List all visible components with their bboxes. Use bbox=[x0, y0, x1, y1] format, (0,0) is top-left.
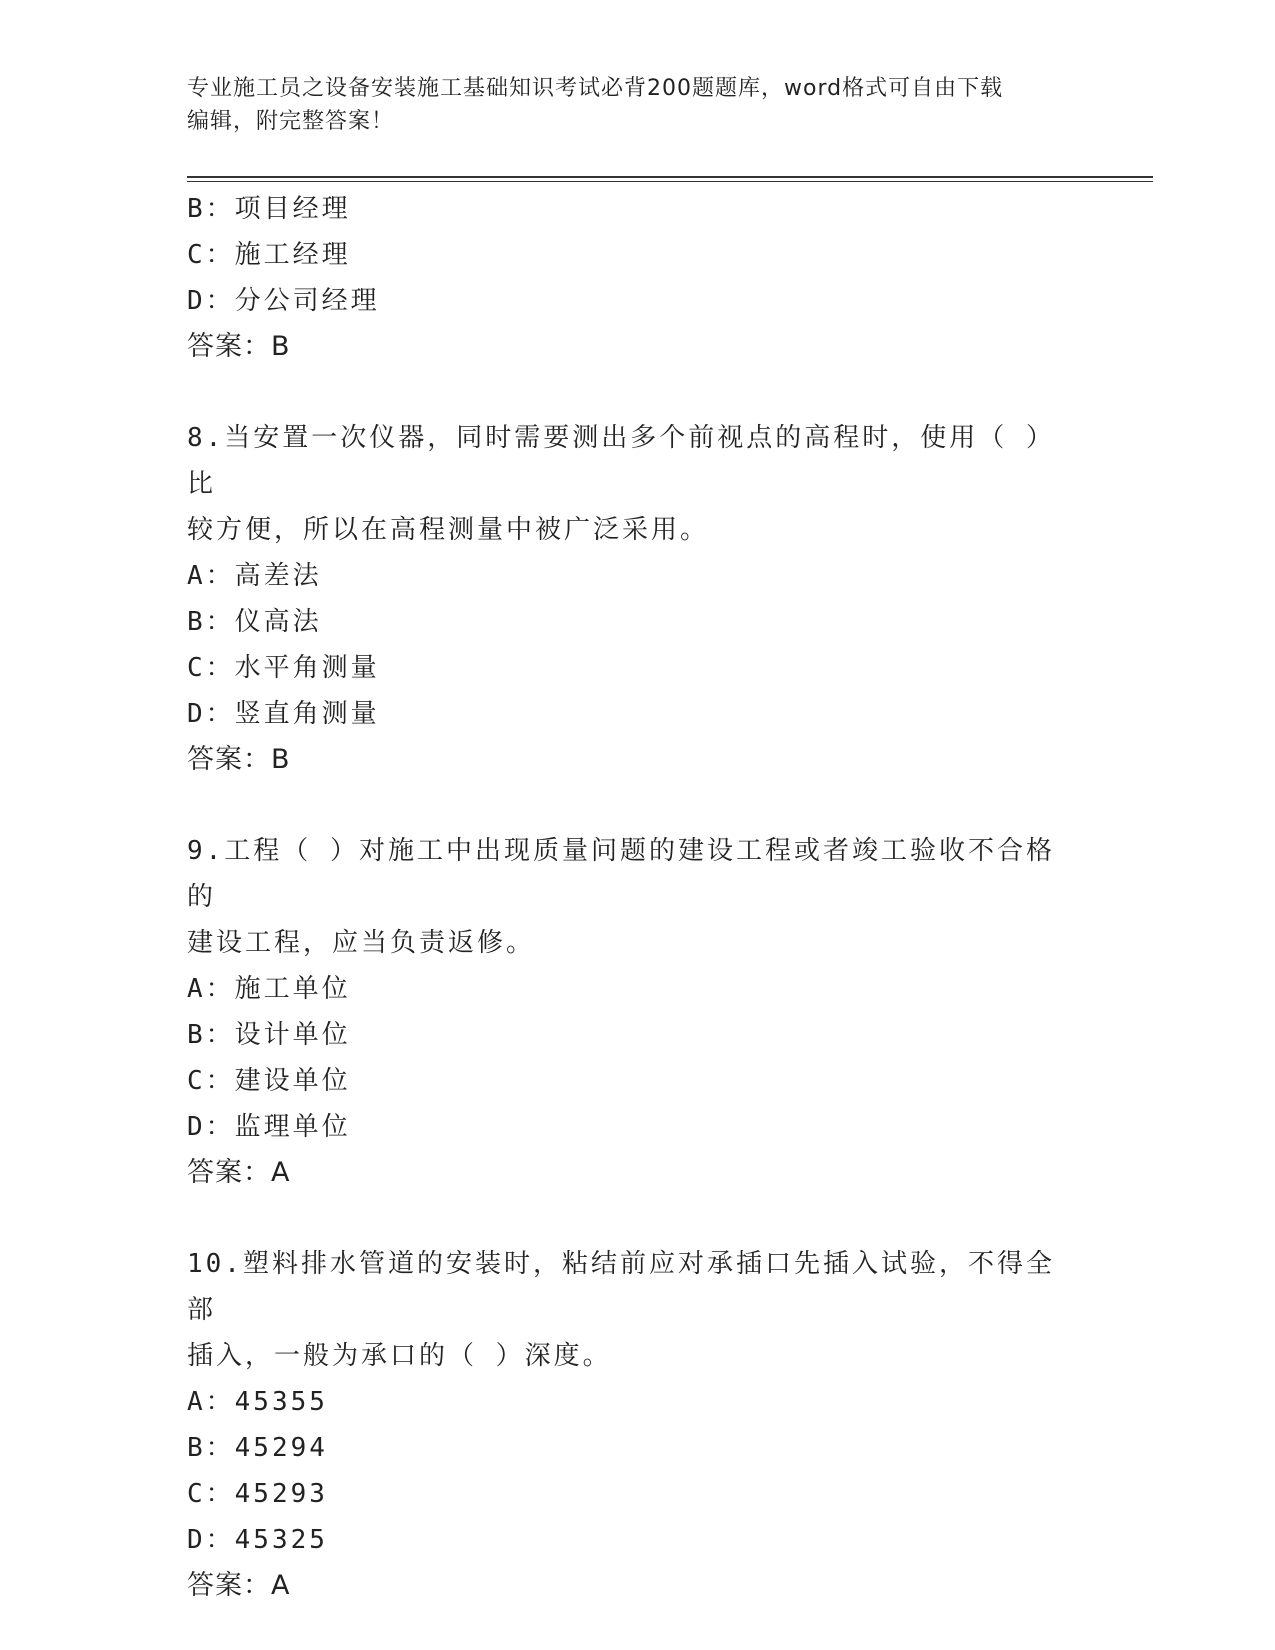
question-8 bbox=[187, 415, 1087, 783]
question-text bbox=[187, 828, 1067, 966]
header-title-line-2: 编辑，附完整答案！ bbox=[187, 109, 395, 134]
answer-line: 答案：B bbox=[187, 331, 291, 362]
option-d: D：45325 bbox=[187, 1525, 328, 1555]
option-c: C：建设单位 bbox=[187, 1066, 351, 1096]
question-text-line-1: 8.当安置一次仪器，同时需要测出多个前视点的高程时，使用（ ）比 bbox=[187, 423, 1055, 499]
answer-line: 答案：A bbox=[187, 1570, 291, 1601]
option-a: A：高差法 bbox=[187, 561, 322, 591]
question-text-line-1: 9.工程（ ）对施工中出现质量问题的建设工程或者竣工验收不合格的 bbox=[187, 836, 1055, 912]
option-d: D：监理单位 bbox=[187, 1112, 351, 1142]
question-10 bbox=[187, 1241, 1087, 1609]
option-b: B：项目经理 bbox=[187, 194, 351, 224]
option-a: A：45355 bbox=[187, 1387, 328, 1417]
question-text-line-2: 插入，一般为承口的（ ）深度。 bbox=[187, 1341, 612, 1371]
option-c: C：水平角测量 bbox=[187, 653, 380, 683]
option-d: D：分公司经理 bbox=[187, 286, 380, 316]
header-title-line-1: 专业施工员之设备安装施工基础知识考试必背200题题库，word格式可自由下载 bbox=[187, 76, 1004, 101]
question-text-line-2: 较方便，所以在高程测量中被广泛采用。 bbox=[187, 515, 710, 545]
question-9 bbox=[187, 828, 1087, 1196]
option-c: C：45293 bbox=[187, 1479, 328, 1509]
header-divider-top bbox=[187, 176, 1153, 178]
header-divider-bottom bbox=[187, 181, 1153, 182]
continued-question bbox=[187, 186, 1087, 370]
answer-line: 答案：B bbox=[187, 744, 291, 775]
option-c: C：施工经理 bbox=[187, 240, 351, 270]
option-b: B：设计单位 bbox=[187, 1020, 351, 1050]
document-header bbox=[187, 72, 1067, 138]
document-body bbox=[187, 186, 1087, 1609]
question-text-line-1: 10.塑料排水管道的安装时，粘结前应对承插口先插入试验，不得全部 bbox=[187, 1249, 1055, 1325]
question-text bbox=[187, 1241, 1067, 1379]
option-b: B：仪高法 bbox=[187, 607, 322, 637]
question-text bbox=[187, 415, 1067, 553]
option-b: B：45294 bbox=[187, 1433, 328, 1463]
option-a: A：施工单位 bbox=[187, 974, 351, 1004]
answer-line: 答案：A bbox=[187, 1157, 291, 1188]
option-d: D：竖直角测量 bbox=[187, 699, 380, 729]
question-text-line-2: 建设工程，应当负责返修。 bbox=[187, 928, 536, 958]
